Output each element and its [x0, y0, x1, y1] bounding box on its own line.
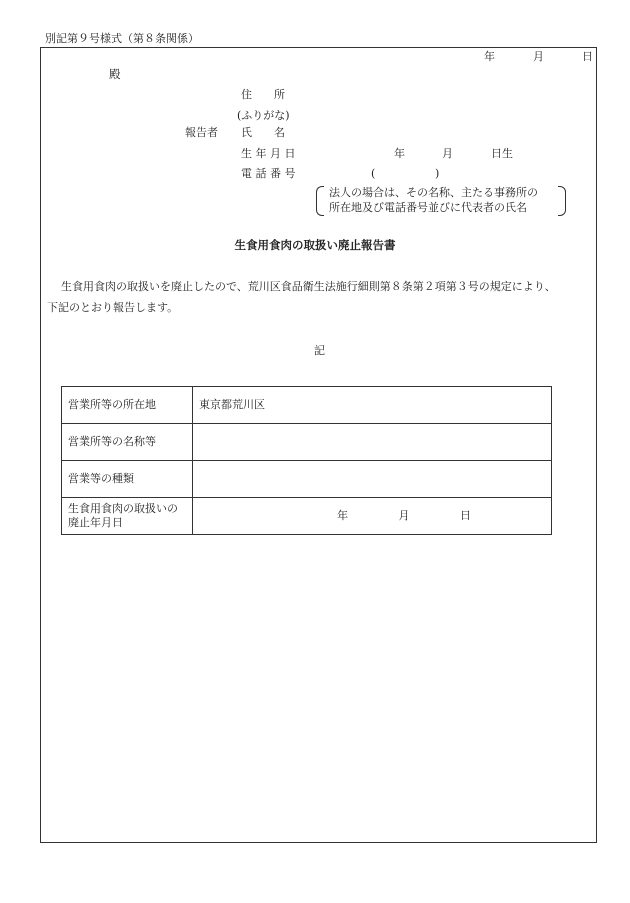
birth-day-label: 日生: [491, 147, 513, 160]
details-table: [61, 386, 552, 535]
birth-month-label: 月: [442, 147, 453, 160]
document-title: 生食用食肉の取扱い廃止報告書: [234, 238, 396, 252]
date-year-label: 年: [484, 50, 495, 63]
row-label: 営業所等の所在地: [62, 387, 193, 424]
corp-note-line1: 法人の場合は、その名称、主たる事務所の: [329, 186, 538, 199]
abolition-month-label: 月: [398, 509, 410, 522]
abolition-day-label: 日: [460, 509, 471, 522]
row-label-abolition-date: [62, 498, 193, 535]
birthdate-label: 生 年 月 日: [241, 147, 296, 160]
table-row: [62, 387, 552, 424]
row-label: 営業等の種類: [62, 461, 193, 498]
corp-note-line2: 所在地及び電話番号並びに代表者の氏名: [329, 201, 527, 214]
business-type-value[interactable]: [193, 461, 552, 498]
date-month-label: 月: [533, 50, 544, 63]
name-label: 氏 名: [241, 126, 285, 139]
table-row: [62, 461, 552, 498]
address-label: 住 所: [241, 88, 285, 101]
location-value[interactable]: 東京都荒川区: [193, 387, 552, 424]
ki-label: 記: [314, 344, 325, 357]
date-day-label: 日: [582, 50, 593, 63]
body-line-1: 生食用食肉の取扱いを廃止したので、荒川区食品衛生法施行細則第８条第２項第３号の規定により、: [61, 280, 556, 293]
abolition-date-value[interactable]: [193, 498, 552, 535]
reporter-label: 報告者: [185, 126, 218, 139]
form-number: 別記第９号様式（第８条関係）: [45, 32, 199, 45]
birth-year-label: 年: [394, 147, 405, 160]
addressee-suffix: 殿: [109, 67, 121, 81]
phone-paren-close: ): [435, 167, 440, 180]
table-row: [62, 424, 552, 461]
furigana-label: (ふりがな): [237, 109, 290, 122]
corp-note-bracket-right: [558, 186, 566, 216]
corp-note-bracket-left: [316, 186, 324, 216]
body-line-2: 下記のとおり報告します。: [47, 301, 179, 314]
row4-label-line1: 生食用食肉の取扱いの: [68, 502, 178, 515]
business-name-value[interactable]: [193, 424, 552, 461]
row-label: 営業所等の名称等: [62, 424, 193, 461]
phone-label: 電 話 番 号: [241, 167, 296, 180]
abolition-year-label: 年: [337, 509, 348, 522]
table-row: [62, 498, 552, 535]
phone-paren-open: (: [371, 167, 376, 180]
row4-label-line2: 廃止年月日: [68, 516, 123, 529]
